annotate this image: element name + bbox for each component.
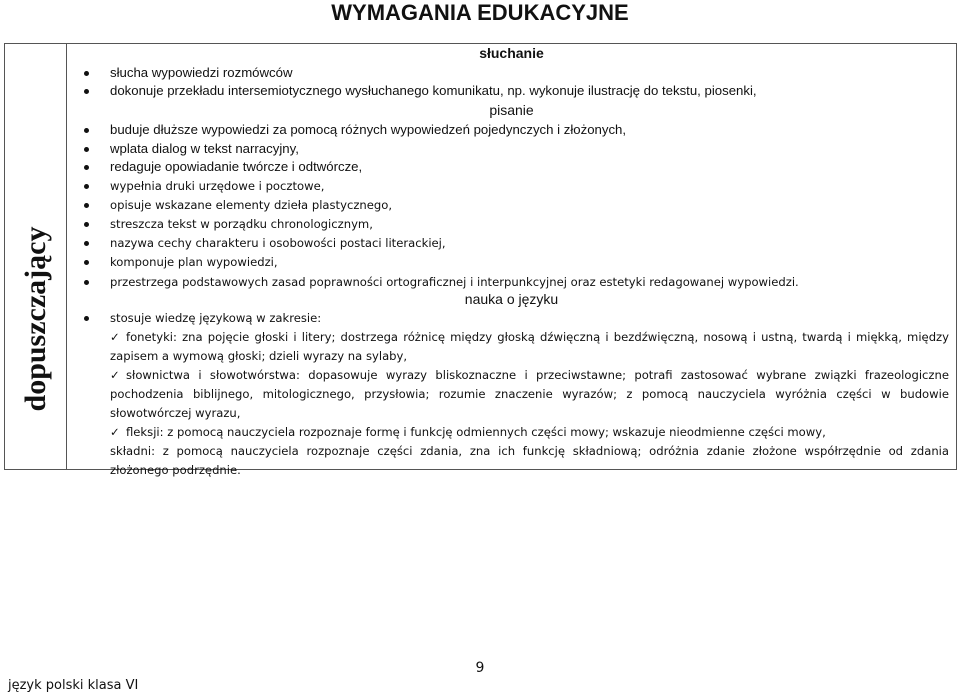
- section-heading-language: nauka o języku: [464, 291, 559, 307]
- footer-label: język polski klasa VI: [8, 678, 139, 693]
- requirements-table: [4, 43, 957, 477]
- list-item: redaguje opowiadanie twórcze i odtwórcze,: [110, 158, 945, 176]
- bullet-icon: [84, 222, 89, 227]
- bullet-icon: [84, 147, 89, 152]
- section-heading-writing: pisanie: [489, 102, 534, 118]
- page-title: WYMAGANIA EDUKACYJNE: [331, 0, 629, 25]
- grade-cell: [5, 44, 67, 469]
- list-item: streszcza tekst w porządku chronologicznym,: [110, 215, 945, 233]
- bullet-icon: [84, 241, 89, 246]
- syntax-line-cont: złożonego podrzędnie.: [110, 463, 241, 477]
- bullet-icon: [84, 260, 89, 265]
- bullet-icon: [84, 280, 89, 285]
- bullet-icon: [84, 71, 89, 76]
- grade-label: dopuszczający: [19, 226, 52, 412]
- bullet-icon: [84, 184, 89, 189]
- checkmark-icon: ✓: [110, 425, 120, 439]
- vocab-line-end: słowotwórczej wyrazu,: [110, 406, 241, 420]
- phonetics-line-cont: zapisem a wymową głoski; dzieli wyrazy na sylaby,: [110, 349, 408, 363]
- section-heading-listening: słuchanie: [479, 45, 544, 61]
- list-item: stosuje wiedzę językową w zakresie:: [110, 309, 945, 327]
- list-item: komponuje plan wypowiedzi,: [110, 253, 945, 271]
- bullet-icon: [84, 316, 89, 321]
- syntax-line: składni: z pomocą nauczyciela rozpoznaje części zdania, zna ich funkcję składniową; odróżnia zdanie złożone współrzędnie od zdania: [110, 444, 949, 458]
- bullet-icon: [84, 203, 89, 208]
- vocab-line: ✓ słownictwa i słowotwórstwa: dopasowuje wyrazy bliskoznaczne i przeciwstawne; potrafi zastosować wybrane związki frazeologiczne: [110, 366, 949, 385]
- list-item: buduje dłuższe wypowiedzi za pomocą różnych wypowiedzeń pojedynczych i złożonych,: [110, 121, 945, 139]
- list-item: dokonuje przekładu intersemiotycznego wysłuchanego komunikatu, np. wykonuje ilustrację do tekstu, piosenki,: [110, 82, 945, 100]
- list-item: przestrzega podstawowych zasad poprawności ortograficznej i interpunkcyjnej oraz estetyki redagowanej wypowiedzi.: [110, 273, 945, 291]
- list-item: wplata dialog w tekst narracyjny,: [110, 140, 945, 158]
- bullet-icon: [84, 165, 89, 170]
- list-item: słucha wypowiedzi rozmówców: [110, 64, 945, 82]
- vocab-line-cont: pochodzenia biblijnego, mitologicznego, przysłowia; rozumie znaczenie wyrazów; z pomocą nauczyciela wyróżnia części w budowie: [110, 387, 949, 401]
- list-item: opisuje wskazane elementy dzieła plastycznego,: [110, 196, 945, 214]
- language-details: [110, 328, 949, 480]
- list-item: wypełnia druki urzędowe i pocztowe,: [110, 177, 945, 195]
- phonetics-line: ✓ fonetyki: zna pojęcie głoski i litery; dostrzega różnicę między głoską dźwięczną i bezdźwięczną, nosową i ustną, twardą i miękką, między: [110, 328, 949, 347]
- bullet-icon: [84, 89, 89, 94]
- list-item: nazywa cechy charakteru i osobowości postaci literackiej,: [110, 234, 945, 252]
- bullet-icon: [84, 128, 89, 133]
- inflection-line: ✓ fleksji: z pomocą nauczyciela rozpoznaje formę i funkcję odmiennych części mowy; wskazuje nieodmienne części mowy,: [110, 423, 949, 442]
- checkmark-icon: ✓: [110, 368, 120, 382]
- checkmark-icon: ✓: [110, 330, 120, 344]
- page-number: 9: [475, 660, 485, 676]
